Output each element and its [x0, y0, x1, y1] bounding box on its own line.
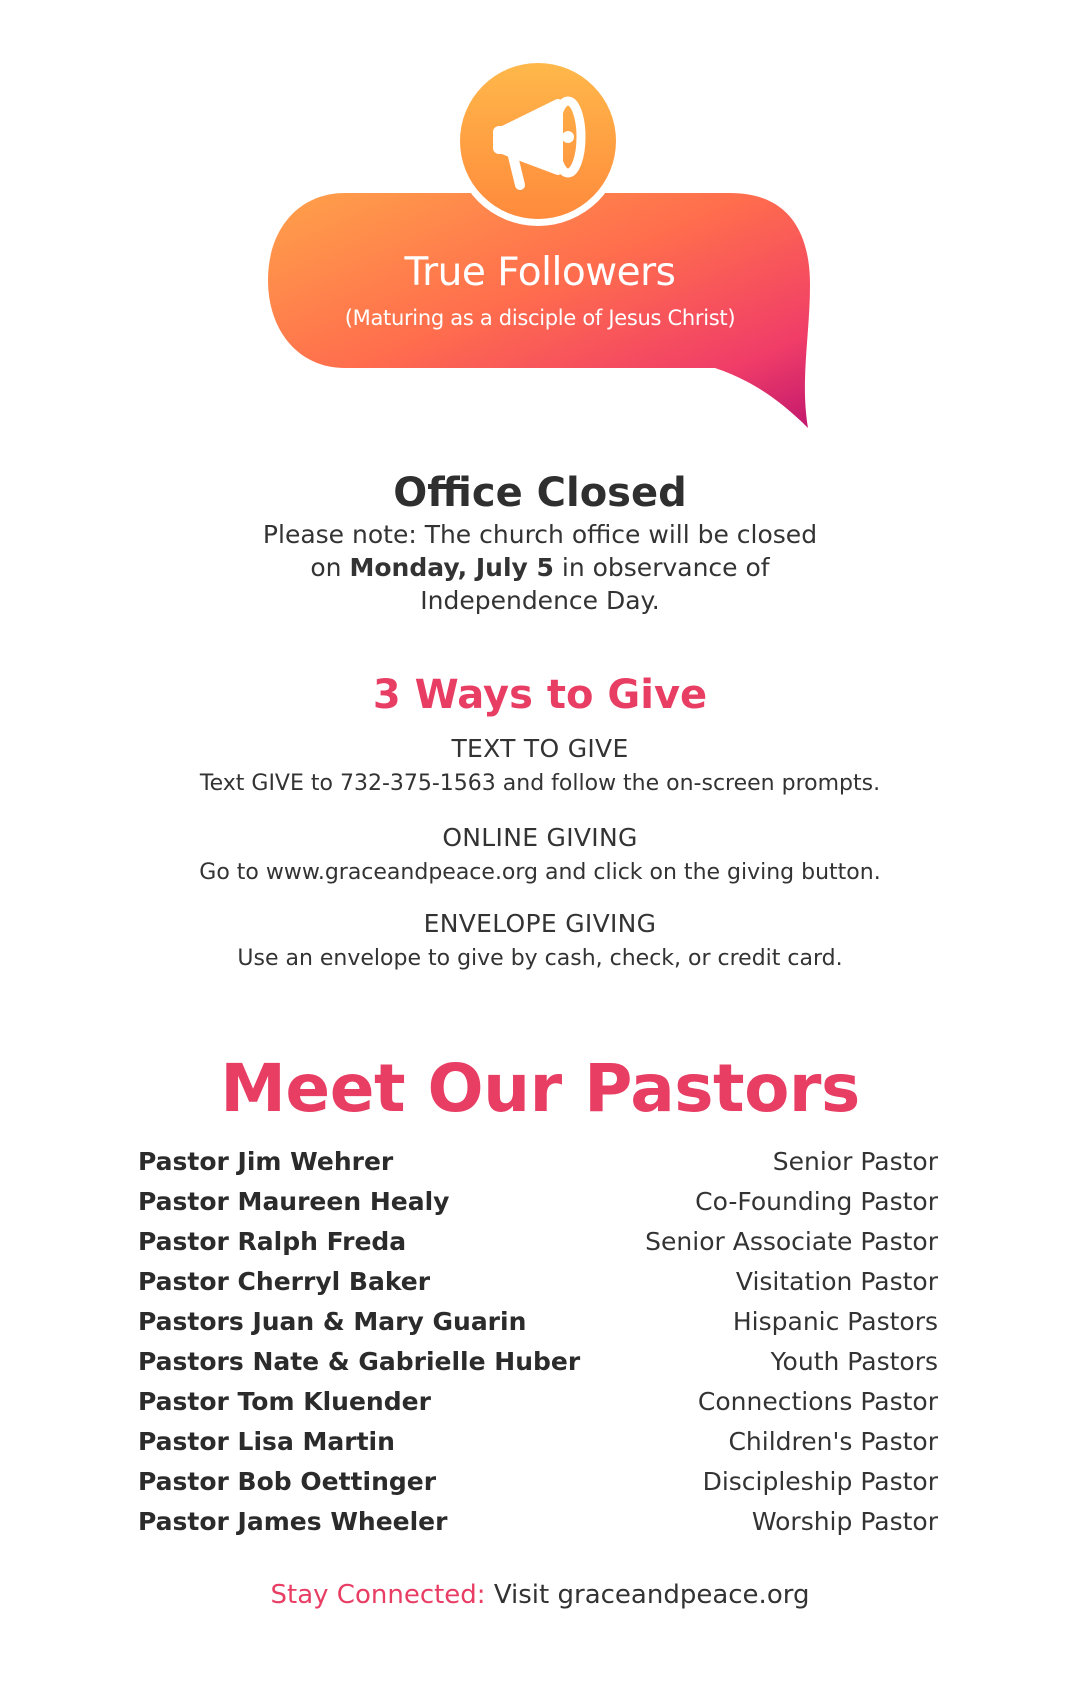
bubble-subtitle: (Maturing as a disciple of Jesus Christ): [344, 306, 736, 330]
give-way-title: ENVELOPE GIVING: [423, 909, 657, 938]
office-line-3: Independence Day.: [420, 586, 660, 615]
office-line-1: Please note: The church office will be closed: [262, 520, 818, 549]
pastor-row: [138, 1422, 938, 1462]
pastor-role: Children's Pastor: [728, 1427, 938, 1456]
give-way-title: TEXT TO GIVE: [451, 734, 629, 763]
pastors-heading: Meet Our Pastors: [220, 1050, 860, 1127]
pastor-role: Senior Associate Pastor: [645, 1227, 938, 1256]
give-way-title: ONLINE GIVING: [442, 823, 638, 852]
pastor-role: Worship Pastor: [751, 1507, 938, 1536]
pastor-name: Pastor Maureen Healy: [138, 1187, 450, 1216]
pastor-name: Pastor Tom Kluender: [138, 1387, 431, 1416]
pastor-role: Hispanic Pastors: [732, 1307, 938, 1336]
give-way-desc: Go to www.graceandpeace.org and click on the giving button.: [199, 860, 881, 885]
give-way-desc: Text GIVE to 732-375-1563 and follow the on-screen prompts.: [199, 771, 881, 796]
pastor-role: Senior Pastor: [772, 1147, 938, 1176]
pastor-role: Discipleship Pastor: [702, 1467, 938, 1496]
bubble-title: True Followers: [404, 250, 676, 295]
pastor-row: [138, 1382, 938, 1422]
pastor-name: Pastor Jim Wehrer: [138, 1147, 394, 1176]
office-date: Monday, July 5: [349, 553, 554, 582]
footer-link-text: Visit graceandpeace.org: [485, 1580, 810, 1610]
give-way-desc: Use an envelope to give by cash, check, or credit card.: [237, 946, 843, 971]
pastor-row: [138, 1502, 938, 1542]
pastor-role: Visitation Pastor: [735, 1267, 938, 1296]
pastor-name: Pastor Lisa Martin: [138, 1427, 395, 1456]
office-heading: Office Closed: [393, 470, 687, 516]
office-line-2-post: in observance of: [553, 553, 770, 582]
pastor-name: Pastor Bob Oettinger: [138, 1467, 437, 1496]
pastor-row: [138, 1222, 938, 1262]
pastor-row: [138, 1302, 938, 1342]
pastor-name: Pastor Cherryl Baker: [138, 1267, 431, 1296]
pastor-name: Pastor Ralph Freda: [138, 1227, 407, 1256]
pastor-row: [138, 1342, 938, 1382]
pastor-row: [138, 1262, 938, 1302]
pastor-name: Pastor James Wheeler: [138, 1507, 448, 1536]
footer-label: Stay Connected:: [270, 1580, 486, 1610]
pastor-row: [138, 1462, 938, 1502]
pastor-name: Pastors Nate & Gabrielle Huber: [138, 1347, 581, 1376]
pastor-role: Connections Pastor: [697, 1387, 938, 1416]
footer: [0, 1580, 1080, 1610]
pastor-role: Youth Pastors: [770, 1347, 938, 1376]
office-line-2-pre: on: [310, 553, 350, 582]
office-line-2: [0, 553, 1080, 582]
pastor-name: Pastors Juan & Mary Guarin: [138, 1307, 527, 1336]
pastor-row: [138, 1182, 938, 1222]
give-heading: 3 Ways to Give: [372, 672, 708, 718]
pastor-row: [138, 1142, 938, 1182]
header-graphic: [0, 0, 1080, 440]
pastor-role: Co-Founding Pastor: [695, 1187, 938, 1216]
